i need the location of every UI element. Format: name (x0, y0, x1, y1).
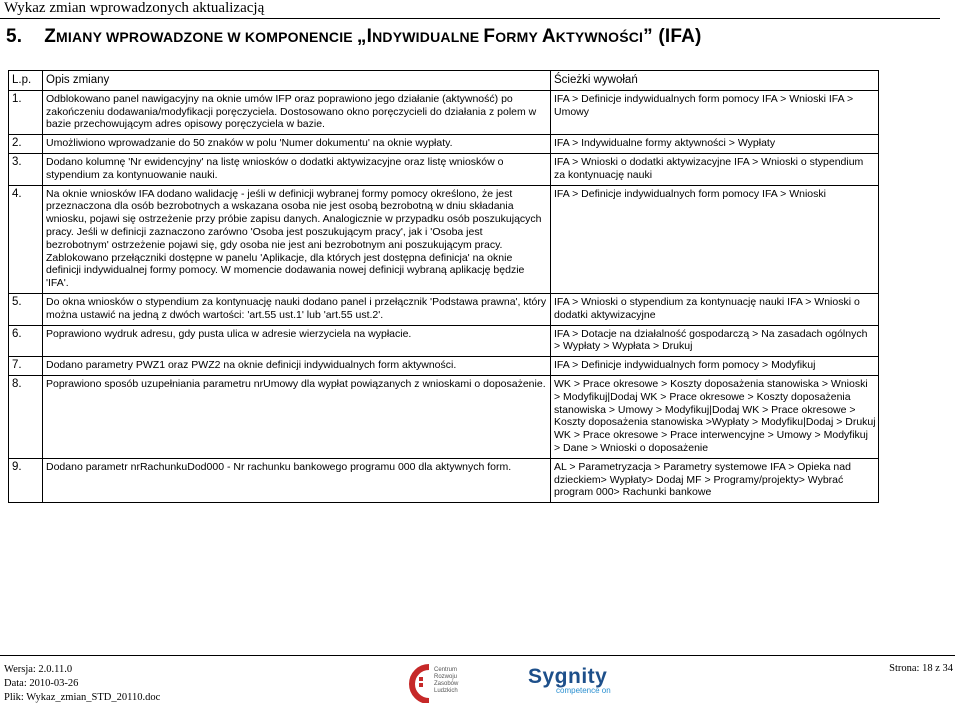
footer-info (4, 663, 160, 705)
row-description: Dodano parametr nrRachunkuDod000 - Nr rachunku bankowego programu 000 dla aktywnych form. (43, 458, 551, 502)
row-number: 5. (9, 293, 43, 325)
document-title: Wykaz zmian wprowadzonych aktualizacją (4, 0, 265, 16)
row-paths (551, 357, 879, 376)
path-line: IFA > Definicje indywidualnych form pomocy IFA > Wnioski (554, 187, 826, 200)
row-paths (551, 375, 879, 458)
table-row (9, 458, 879, 502)
section-title-part: ORMY (495, 29, 542, 45)
row-paths (551, 185, 879, 293)
changes-table (8, 70, 879, 503)
row-number: 8. (9, 375, 43, 458)
row-description: Do okna wniosków o stypendium za kontynuację nauki dodano panel i przełącznik 'Podstawa prawna', który można ustawić na jedną z dwóch wartości: 'art.55 ust.1' lub 'art.55 ust.2'. (43, 293, 551, 325)
row-description: Dodano kolumnę 'Nr ewidencyjny' na listę wniosków o dodatki aktywizacyjne oraz listę wniosków o stypendium za kontynuowanie nauki. (43, 153, 551, 185)
path-line: WK > Prace okresowe > Prace interwencyjne > Umowy > Modyfikuj (554, 429, 868, 442)
footer-version: Wersja: 2.0.11.0 (4, 664, 73, 675)
section-title-part: ” (IFA) (643, 26, 702, 47)
table-row (9, 293, 879, 325)
path-line: IFA > Wnioski o stypendium za kontynuację nauki IFA > Wnioski o dodatki aktywizacyjne (554, 295, 860, 321)
row-number: 3. (9, 153, 43, 185)
row-paths (551, 135, 879, 154)
row-number: 4. (9, 185, 43, 293)
path-line: program 000> Rachunki bankowe (554, 486, 712, 499)
table-row (9, 185, 879, 293)
sygnity-logo-name: Sygnity (528, 665, 608, 688)
table-row (9, 357, 879, 376)
header-paths: Ścieżki wywołań (551, 71, 879, 91)
header-divider (0, 18, 940, 19)
table-header-row (9, 71, 879, 91)
section-heading (6, 26, 702, 48)
table-row (9, 90, 879, 134)
path-line: WK > Prace okresowe > Koszty doposażenia stanowiska > Wnioski (554, 377, 868, 390)
sygnity-logo-tagline: competence on (556, 686, 611, 695)
header-description: Opis zmiany (43, 71, 551, 91)
table-row (9, 153, 879, 185)
path-line: Koszty doposażenia stanowiska >Wypłaty > Modyfiku|Dodaj > Drukuj (554, 416, 876, 429)
row-number: 1. (9, 90, 43, 134)
row-number: 9. (9, 458, 43, 502)
row-number: 2. (9, 135, 43, 154)
row-paths (551, 458, 879, 502)
sygnity-logo (528, 665, 611, 695)
section-title-part: F (483, 26, 496, 47)
row-description: Odblokowano panel nawigacyjny na oknie umów IFP oraz poprawiono jego działanie (aktywność) po zakończeniu dodawania/modyfikacji poręczyciela. Dostosowano okno poręczycieli do działania z polem w bazie przechowującym adres opisowy poręczyciela w bazie. (43, 90, 551, 134)
path-line: IFA > Indywidualne formy aktywności > Wypłaty (554, 137, 776, 150)
section-title-part: A (541, 26, 556, 47)
path-line: IFA > Definicje indywidualnych form pomocy IFA > Wnioski IFA > Umowy (554, 92, 854, 118)
footer-file: Plik: Wykaz_zmian_STD_20110.doc (4, 692, 161, 703)
section-title-part: MIANY WPROWADZONE W KOMPONENCIE (56, 29, 357, 45)
row-paths (551, 325, 879, 357)
row-description: Dodano parametry PWZ1 oraz PWZ2 na oknie definicji indywidualnych form aktywności. (43, 357, 551, 376)
row-paths (551, 90, 879, 134)
page-footer (0, 655, 959, 704)
path-line: AL > Parametryzacja > Parametry systemowe IFA > Opieka nad (554, 460, 851, 473)
row-description: Umożliwiono wprowadzanie do 50 znaków w polu 'Numer dokumentu' na oknie wypłaty. (43, 135, 551, 154)
path-line: IFA > Dotacje na działalność gospodarczą > Na zasadach ogólnych > Wypłaty > Wypłata > Drukuj (554, 327, 868, 353)
path-line: IFA > Wnioski o dodatki aktywizacyjne IFA > Wnioski o stypendium za kontynuację nauki (554, 155, 864, 181)
header-lp: L.p. (9, 71, 43, 91)
page-header (0, 0, 959, 22)
section-number: 5. (6, 26, 23, 47)
section-title-part: „I (356, 26, 373, 47)
row-paths (551, 293, 879, 325)
table-row (9, 325, 879, 357)
path-line: > Modyfikuj|Dodaj WK > Prace okresowe > Koszty doposażenia (554, 390, 851, 403)
page-number: Strona: 18 z 34 (889, 663, 953, 674)
path-line: stanowiska > Umowy > Modyfikuj|Dodaj WK > Prace okresowe > (554, 403, 856, 416)
path-line: dzieckiem> Wypłaty> Dodaj MF > Programy/projekty> Wybrać (554, 473, 844, 486)
section-title-part: Z (44, 26, 56, 47)
section-title-part: NDYWIDUALNE (372, 29, 484, 45)
path-line: > Dane > Wnioski o doposażenie (554, 441, 709, 454)
row-description: Poprawiono wydruk adresu, gdy pusta ulica w adresie wierzyciela na wypłacie. (43, 325, 551, 357)
section-title-part: KTYWNOŚCI (555, 29, 644, 45)
crzl-logo-text: Centrum Rozwoju Zasobów Ludzkich (434, 667, 459, 694)
footer-divider (0, 655, 955, 656)
table-row (9, 375, 879, 458)
row-number: 6. (9, 325, 43, 357)
row-number: 7. (9, 357, 43, 376)
footer-date: Data: 2010-03-26 (4, 678, 79, 689)
row-description: Poprawiono sposób uzupełniania parametru nrUmowy dla wypłat powiązanych z wnioskami o doposażenie. (43, 375, 551, 458)
row-paths (551, 153, 879, 185)
row-description: Na oknie wniosków IFA dodano walidację - jeśli w definicji wybranej formy pomocy określono, że jest przeznaczona dla osób bezrobotnych a wskazana osoba nie jest osobą bezrobotną w dniu składania wniosku, pojawi się ostrzeżenie przy próbie zapisu danych. Analogicznie w przypadku osób poszukujących pracy. Jeśli w definicji zaznaczono zarówno 'Osoba jest poszukującym pracy', jak i 'Osoba jest bezrobotnym' ostrzeżenie pojawi się, gdy osoba nie jest ani bezrobotnym ani poszukującym pracy. Zablokowano przełączniki dostępne w panelu 'Aplikacje, dla których jest dostępna definicja' na oknie definicji indywidualnej formy pomocy. W momencie dodawania nowej definicji wybraną aplikację będzie 'IFA'. (43, 185, 551, 293)
table-row (9, 135, 879, 154)
path-line: IFA > Definicje indywidualnych form pomocy > Modyfikuj (554, 359, 816, 372)
